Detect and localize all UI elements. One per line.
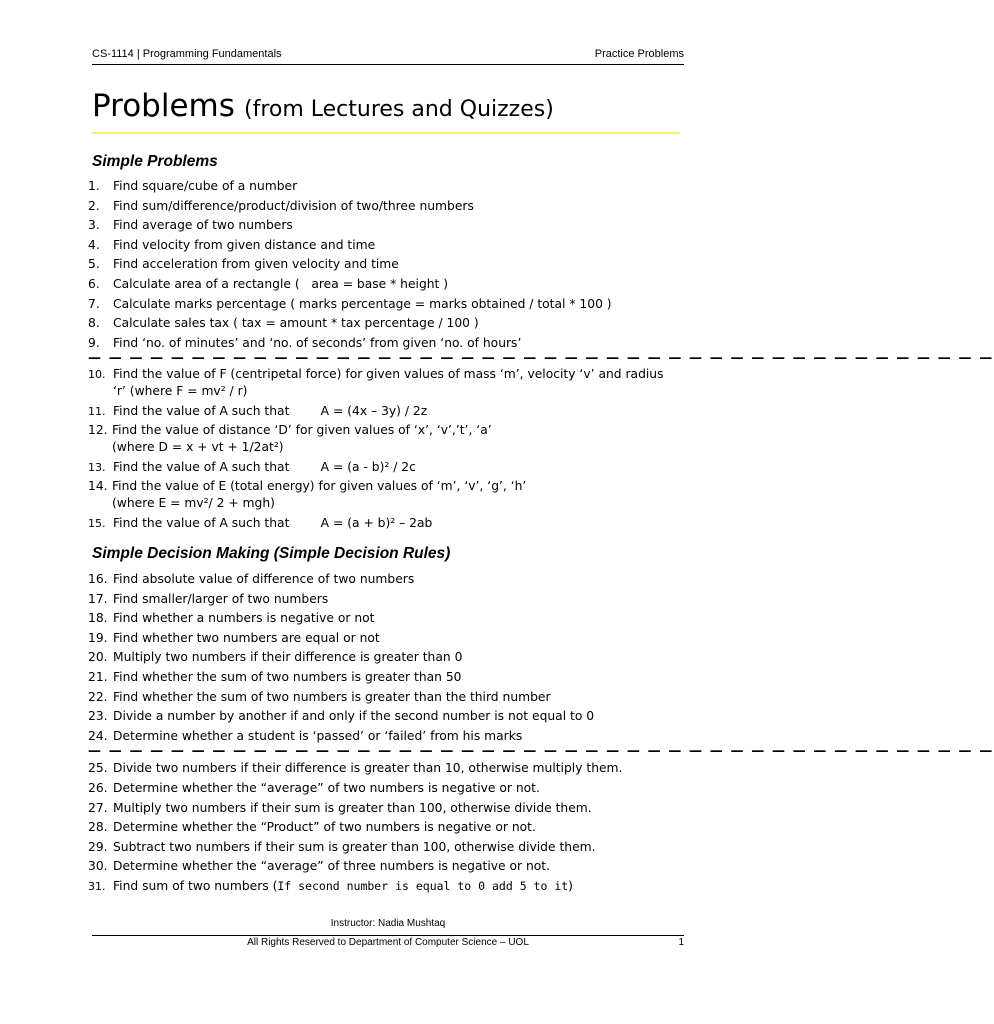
separator-dashes: — — — — — — — — — — — — — — — — — — — — — — — — — — — — — — — — — — — — — — — — — — — — [88, 351, 994, 367]
decision-problems-list [88, 570, 994, 897]
list-item: 23. Divide a number by another if and only if the second number is not equal to 0 [88, 709, 595, 724]
list-item: 12. Find the value of distance ‘D’ for given values of ‘x’, ‘v’,’t’, ‘a’ (where D = x + vt + 1/2at²) [88, 422, 492, 454]
code-text: If second number is equal to 0 add 5 to it [277, 878, 569, 893]
title-underline [92, 132, 680, 134]
list-item: 15. Find the value of A such that A = (a + b)² – 2ab [88, 515, 433, 530]
list-item: 4. Find velocity from given distance and time [88, 237, 376, 252]
header-right-label: Practice Problems [594, 48, 684, 60]
list-item: 5. Find acceleration from given velocity and time [88, 257, 399, 272]
list-item: 31. Find sum of two numbers (If second number is equal to 0 add 5 to it) [88, 878, 573, 893]
title-sub: (from Lectures and Quizzes) [243, 97, 554, 122]
footer [92, 937, 684, 948]
footer-rule [92, 935, 684, 936]
section-heading-decision: Simple Decision Making (Simple Decision Rules) [92, 545, 451, 562]
list-item: 2. Find sum/difference/product/division of two/three numbers [88, 198, 474, 213]
footer-rights: All Rights Reserved to Department of Computer Science – UOL [247, 937, 529, 948]
separator-dashes: — — — — — — — — — — — — — — — — — — — — — — — — — — — — — — — — — — — — — — — — — — — — [88, 744, 994, 760]
list-item: 6. Calculate area of a rectangle ( area = base * height ) [88, 276, 449, 291]
list-item: 29. Subtract two numbers if their sum is greater than 100, otherwise divide them. [88, 839, 596, 854]
section-heading-simple: Simple Problems [92, 153, 218, 170]
list-item: 28. Determine whether the “Product” of two numbers is negative or not. [88, 820, 536, 835]
list-item: 22. Find whether the sum of two numbers is greater than the third number [88, 689, 551, 704]
list-item: 16. Find absolute value of difference of two numbers [88, 572, 415, 586]
simple-problems-list-b [88, 366, 688, 533]
title-main: Problems [92, 88, 235, 124]
list-item: 9. Find ‘no. of minutes’ and ‘no. of seconds’ from given ‘no. of hours’ [88, 335, 522, 350]
page-number: 1 [678, 937, 684, 948]
list-item: 27. Multiply two numbers if their sum is greater than 100, otherwise divide them. [88, 800, 592, 815]
list-item: 10. Find the value of F (centripetal force) for given values of mass ‘m’, velocity ‘v’ and radius ‘r’ (where F = mv² / r) [88, 367, 664, 399]
list-item: 7. Calculate marks percentage ( marks percentage = marks obtained / total * 100 ) [88, 296, 612, 311]
list-item: 26. Determine whether the “average” of two numbers is negative or not. [88, 780, 540, 795]
list-item: 3. Find average of two numbers [88, 218, 293, 233]
list-item: 30. Determine whether the “average” of three numbers is negative or not. [88, 859, 551, 874]
simple-problems-list [88, 177, 994, 533]
list-item: 11. Find the value of A such that A = (4x – 3y) / 2z [88, 404, 428, 419]
list-item: 18. Find whether a numbers is negative or not [88, 611, 375, 626]
list-item: 1. Find square/cube of a number [88, 179, 298, 193]
list-item: 19. Find whether two numbers are equal or not [88, 630, 380, 645]
list-item: 8. Calculate sales tax ( tax = amount * tax percentage / 100 ) [88, 316, 479, 331]
list-item: 17. Find smaller/larger of two numbers [88, 591, 329, 606]
course-title: CS-1114 | Programming Fundamentals [92, 48, 282, 60]
list-item: 14. Find the value of E (total energy) for given values of ‘m’, ‘v’, ‘g’, ‘h’ (where E = mv²/ 2 + mgh) [88, 478, 527, 510]
footer-instructor: Instructor: Nadia Mushtaq [330, 918, 446, 929]
page-title [92, 88, 554, 124]
list-item: 25. Divide two numbers if their difference is greater than 10, otherwise multiply them. [88, 761, 623, 776]
list-item: 13. Find the value of A such that A = (a - b)² / 2c [88, 459, 416, 474]
list-item: 21. Find whether the sum of two numbers is greater than 50 [88, 669, 462, 684]
header-rule [92, 64, 684, 65]
list-item: 20. Multiply two numbers if their difference is greater than 0 [88, 650, 463, 665]
list-item: 24. Determine whether a student is ‘passed’ or ‘failed’ from his marks [88, 728, 523, 743]
page-header [92, 48, 684, 64]
